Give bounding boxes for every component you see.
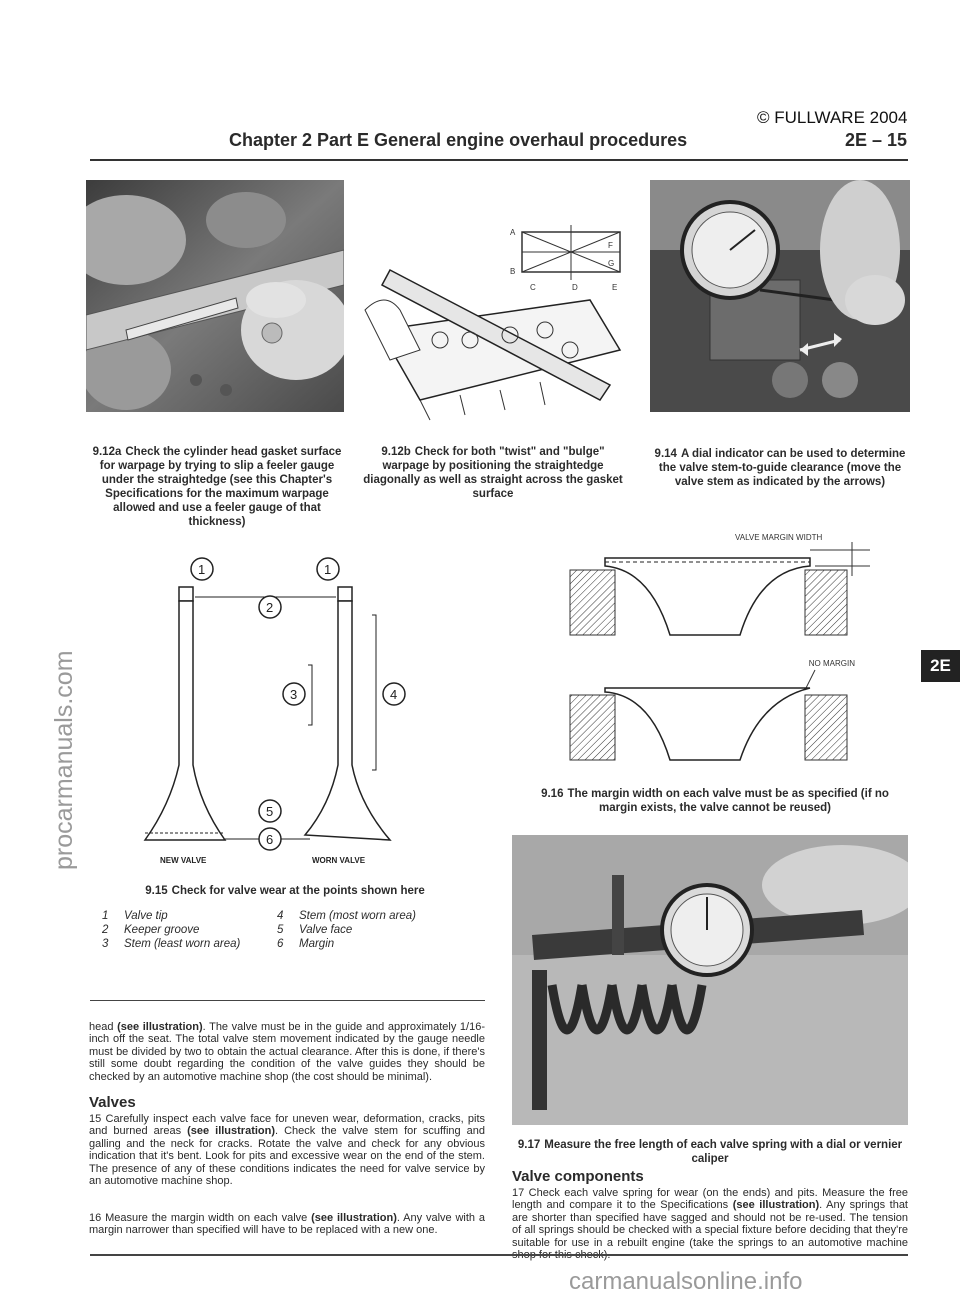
valve-margin-width-label: VALVE MARGIN WIDTH — [735, 533, 823, 542]
diagram-label-b: B — [510, 267, 516, 276]
caption-text: Check for both "twist" and "bulge" warpage by positioning the straightedge diagonally as well as straight across the gasket surface — [363, 446, 623, 500]
caption-912a — [86, 445, 348, 529]
caption-number: 9.15 — [145, 885, 168, 897]
copyright-notice: © FULLWARE 2004 — [757, 108, 908, 127]
callout-4: 4 — [390, 687, 398, 702]
bottom-watermark: carmanualsonline.info — [569, 1268, 803, 1295]
diagram-915 — [140, 555, 420, 875]
callout-1-worn: 1 — [324, 562, 332, 577]
legend-item: 6 Margin — [277, 938, 335, 950]
diagram-912b — [360, 210, 630, 430]
callout-2: 2 — [266, 600, 274, 615]
worn-valve-label: WORN VALVE — [312, 856, 366, 865]
caption-text: Check the cylinder head gasket surface for warpage by trying to slip a feeler gauge under the straightedge (see this Chapter's Specifications for the maximum warpage allowed and use a feeler gauge of that thickness) — [99, 446, 342, 528]
photo-912a — [86, 180, 344, 412]
legend-item: 2 Keeper groove — [102, 924, 200, 936]
caption-914 — [650, 447, 910, 489]
header-rule — [90, 159, 908, 161]
paragraph-17: 17 Check each valve spring for wear (on the ends) and pits. Measure the free length and compare it to the Specifications (see illustration). Any springs that are shorter than specified have sagged and should not be re-used. The tension of all springs should be checked with a special fixture before deciding that they're suitable for use in a rebuilt engine (take the springs to an automotive machine — [512, 1187, 908, 1249]
callout-5: 5 — [266, 804, 274, 819]
caption-912b — [362, 445, 624, 501]
diagram-label-e: E — [612, 283, 618, 292]
caption-text: Check for valve wear at the points shown here — [171, 885, 425, 897]
legend-915-left — [102, 909, 272, 951]
diagram-916 — [560, 530, 890, 780]
diagram-label-a: A — [510, 228, 516, 237]
caption-number: 9.17 — [517, 1139, 541, 1151]
paragraph-15: 15 Carefully inspect each valve face for uneven wear, deformation, cracks, pits and burned areas (see illustration). Check the valve stem for scuffing and galling and the neck for cracks. Rotate the valve and check for any obvious indication that it's bent. Look for pits and excessive wear on the end of the stem. The presence of any of these conditions indicates the need for valve service by an automotive machine shop. — [89, 1113, 485, 1188]
caption-915 — [100, 884, 470, 898]
diagram-label-g: G — [608, 259, 615, 268]
caption-text: Measure the free length of each valve spring with a dial or vernier caliper — [544, 1139, 903, 1165]
section-rule — [90, 1000, 485, 1001]
side-watermark: procarmanuals.com — [50, 650, 78, 870]
callout-1-new: 1 — [198, 562, 206, 577]
photo-914 — [650, 180, 910, 412]
legend-item: 5 Valve face — [277, 924, 353, 936]
heading-valves: Valves — [89, 1094, 136, 1111]
caption-text: The margin width on each valve must be as specified (if no margin exists, the valve cannot be reused) — [567, 788, 889, 814]
caption-number: 9.16 — [541, 788, 564, 800]
diagram-label-f: F — [608, 241, 613, 250]
caption-number: 9.12a — [92, 446, 122, 458]
callout-6: 6 — [266, 832, 274, 847]
no-margin-label: NO MARGIN — [808, 659, 855, 668]
new-valve-label: NEW VALVE — [160, 856, 207, 865]
chapter-title: Chapter 2 Part E General engine overhaul procedures — [229, 130, 688, 150]
caption-917 — [512, 1138, 908, 1166]
diagram-label-d: D — [572, 283, 578, 292]
page-number: 2E – 15 — [845, 130, 908, 150]
callout-3: 3 — [290, 687, 298, 702]
paragraph-16: 16 Measure the margin width on each valve (see illustration). Any valve with a margin narrower than specified will have to be replaced with a new one. — [89, 1212, 485, 1237]
photo-917 — [512, 835, 908, 1125]
caption-number: 9.12b — [381, 446, 411, 458]
heading-valve-components: Valve components — [512, 1168, 644, 1185]
legend-item: 4 Stem (most worn area) — [277, 910, 416, 922]
legend-item: 1 Valve tip — [102, 910, 168, 922]
section-tab: 2E — [921, 650, 960, 682]
caption-916 — [535, 787, 895, 815]
legend-915-right — [277, 909, 457, 951]
footer-rule — [90, 1254, 908, 1256]
paragraph-intro: head (see illustration). The valve must be in the guide and approximately 1/16-inch off the seat. The total valve stem movement indicated by the gauge needle must be divided by two to obtain the actual clearance. After this is done, if there's still some doubt regarding the condition of the valve guides they should be checked by an automotive machine shop (the cost should be minimal). — [89, 1021, 486, 1083]
diagram-label-c: C — [530, 283, 536, 292]
caption-text: A dial indicator can be used to determine the valve stem-to-guide clearance (move the valve stem as indicated by the arrows) — [658, 448, 906, 488]
legend-item: 3 Stem (least worn area) — [102, 938, 241, 950]
caption-number: 9.14 — [654, 448, 677, 460]
